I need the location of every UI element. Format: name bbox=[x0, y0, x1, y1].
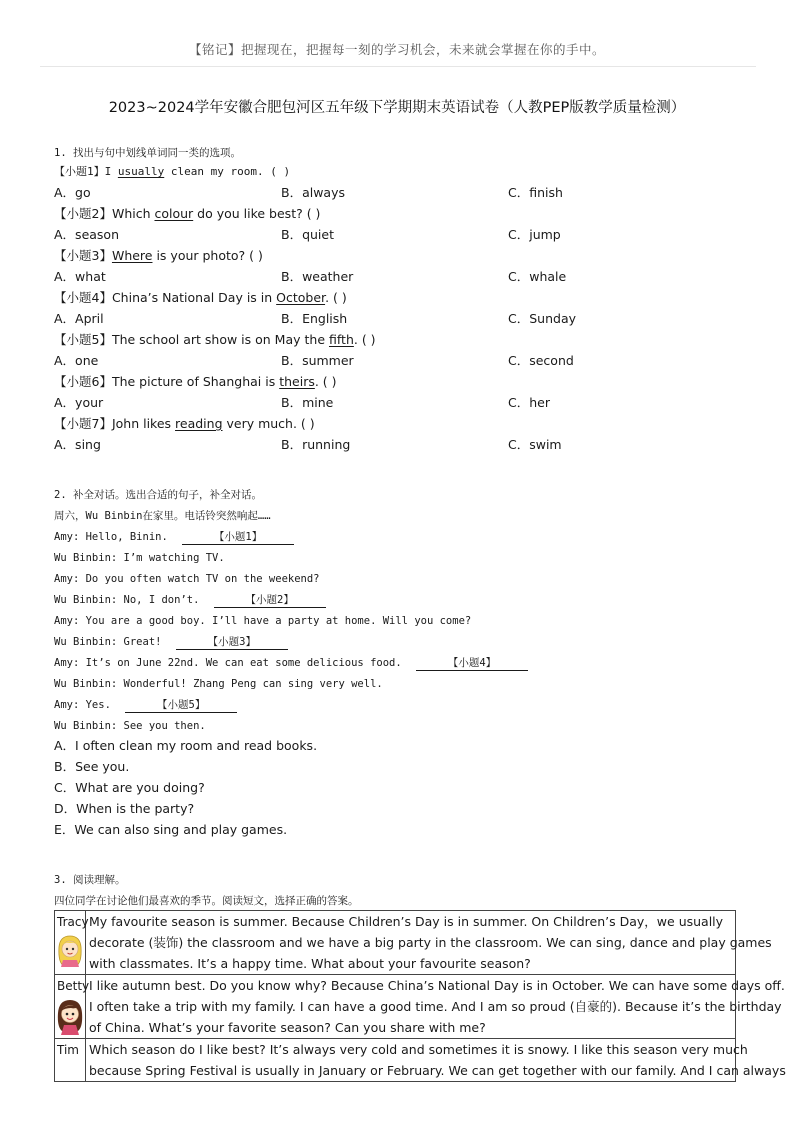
q1-option[interactable]: C．second bbox=[508, 353, 574, 368]
dialogue-text: Wu Binbin: Great! bbox=[54, 636, 168, 648]
q2-choice[interactable]: C．What are you doing? bbox=[54, 780, 205, 795]
reading-row-tim bbox=[55, 1039, 736, 1082]
q2-heading: 2. 补全对话。选出合适的句子，补全对话。 bbox=[54, 489, 262, 501]
passage-line: of China. What’s your favorite season? Can you share with me? bbox=[89, 1020, 486, 1035]
dialogue-text: Amy: It’s on June 22nd. We can eat some delicious food. bbox=[54, 657, 409, 669]
question-text: do you like best? ( ) bbox=[193, 206, 321, 221]
underlined-word: October bbox=[276, 290, 326, 305]
question-text: The picture of Shanghai is bbox=[111, 374, 280, 389]
dialogue-line bbox=[54, 613, 471, 629]
q1-option[interactable]: B．mine bbox=[281, 395, 334, 410]
page-motto: 【铭记】把握现在，把握每一刻的学习机会，未来就会掌握在你的手中。 bbox=[188, 42, 605, 57]
q1-option[interactable]: A．what bbox=[54, 269, 106, 284]
answer-blank[interactable]: 【小题4】 bbox=[416, 656, 528, 671]
passage-line: Which season do I like best? It’s always very cold and sometimes it is snowy. I like this season very much bbox=[89, 1042, 748, 1057]
underlined-word: colour bbox=[154, 206, 194, 221]
q3-intro: 四位同学在讨论他们最喜欢的季节。阅读短文，选择正确的答案。 bbox=[54, 895, 359, 907]
dialogue-text: Wu Binbin: I’m watching TV. bbox=[54, 552, 225, 564]
question-text: . ( ) bbox=[325, 290, 347, 305]
dialogue-line bbox=[54, 571, 320, 587]
q1-option[interactable]: B．always bbox=[281, 185, 346, 200]
passage-line: decorate (装饰) the classroom and we have a big party in the classroom. We can sing, dance and play games bbox=[89, 935, 772, 950]
reading-table bbox=[54, 910, 786, 1082]
answer-blank[interactable]: 【小题2】 bbox=[214, 593, 326, 608]
q2-intro: 周六，Wu Binbin在家里。电话铃突然响起…… bbox=[54, 510, 271, 522]
reading-row-tracy bbox=[55, 911, 736, 975]
speaker-name: Tracy bbox=[57, 915, 89, 929]
question-tag: 【小题7】 bbox=[54, 416, 112, 431]
question-text: I bbox=[104, 165, 118, 178]
q1-option[interactable]: A．season bbox=[54, 227, 119, 242]
question-tag: 【小题2】 bbox=[54, 206, 112, 221]
passage-cell bbox=[86, 911, 772, 975]
girl-avatar-icon bbox=[56, 933, 84, 967]
question-text: clean my room. ( ) bbox=[164, 165, 291, 178]
question-tag: 【小题1】 bbox=[54, 165, 105, 178]
q1-option[interactable]: A．April bbox=[54, 311, 104, 326]
passage-line: because Spring Festival is usually in January or February. We can get together with our family. And I can always bbox=[89, 1063, 786, 1078]
q1-question-4 bbox=[54, 290, 347, 306]
dialogue-text: Amy: You are a good boy. I’ll have a party at home. Will you come? bbox=[54, 615, 472, 627]
speaker-cell bbox=[55, 975, 90, 1039]
dialogue-text: Amy: Yes. bbox=[54, 699, 118, 711]
q1-option[interactable]: C．Sunday bbox=[508, 311, 576, 326]
question-tag: 【小题3】 bbox=[54, 248, 112, 263]
answer-blank[interactable]: 【小题1】 bbox=[182, 530, 294, 545]
q1-question-1 bbox=[54, 164, 290, 180]
q2-choice[interactable]: D．When is the party? bbox=[54, 801, 195, 816]
q3-heading: 3. 阅读理解。 bbox=[54, 874, 126, 886]
q1-heading: 1. 找出与句中划线单词同一类的选项。 bbox=[54, 147, 241, 159]
dialogue-text: Amy: Do you often watch TV on the weekend? bbox=[54, 573, 320, 585]
question-text: Which bbox=[111, 206, 155, 221]
q2-choice[interactable]: B．See you. bbox=[54, 759, 130, 774]
question-text: . ( ) bbox=[353, 332, 376, 347]
q1-option[interactable]: C．jump bbox=[508, 227, 561, 242]
answer-blank[interactable]: 【小题5】 bbox=[125, 698, 237, 713]
answer-blank[interactable]: 【小题3】 bbox=[176, 635, 288, 650]
passage-line: My favourite season is summer. Because Children’s Day is in summer. On Children’s Day，we usually bbox=[89, 914, 724, 929]
q1-option[interactable]: C．her bbox=[508, 395, 550, 410]
question-text: China’s National Day is in bbox=[111, 290, 277, 305]
dialogue-line bbox=[54, 529, 294, 545]
passage-cell bbox=[86, 1039, 786, 1082]
q1-option[interactable]: B．summer bbox=[281, 353, 354, 368]
speaker-name: Tim bbox=[57, 1043, 79, 1057]
q1-option[interactable]: A．sing bbox=[54, 437, 101, 452]
speaker-name: Betty bbox=[57, 979, 90, 993]
q1-question-3 bbox=[54, 248, 263, 264]
question-text: The school art show is on May the bbox=[111, 332, 329, 347]
question-text: John likes bbox=[111, 416, 176, 431]
underlined-word: usually bbox=[117, 165, 165, 178]
passage-line: I often take a trip with my family. I can have a good time. And I am so proud (自豪的). Because it’s the birthday bbox=[89, 999, 782, 1014]
q1-question-2 bbox=[54, 206, 320, 222]
passage-line: I like autumn best. Do you know why? Because China’s National Day is in October. We can have some days off. bbox=[89, 978, 785, 993]
passage-line: with classmates. It’s a happy time. What about your favourite season? bbox=[89, 956, 531, 971]
exam-title: 2023~2024学年安徽合肥包河区五年级下学期期末英语试卷（人教PEP版教学质量检测） bbox=[108, 100, 686, 116]
q1-question-7 bbox=[54, 416, 315, 432]
dialogue-line bbox=[54, 718, 206, 734]
q2-choice[interactable]: E．We can also sing and play games. bbox=[54, 822, 288, 837]
dialogue-line bbox=[54, 655, 528, 671]
question-tag: 【小题5】 bbox=[54, 332, 112, 347]
q1-option[interactable]: C．swim bbox=[508, 437, 562, 452]
q1-option[interactable]: B．running bbox=[281, 437, 351, 452]
underlined-word: fifth bbox=[328, 332, 354, 347]
dialogue-line bbox=[54, 697, 237, 713]
speaker-cell bbox=[55, 911, 89, 975]
dialogue-line bbox=[54, 550, 225, 566]
header-divider bbox=[40, 66, 756, 67]
question-text: . ( ) bbox=[314, 374, 337, 389]
dialogue-text: Wu Binbin: Wonderful! Zhang Peng can sing very well. bbox=[54, 678, 383, 690]
speaker-cell bbox=[55, 1039, 86, 1082]
underlined-word: reading bbox=[175, 416, 223, 431]
underlined-word: Where bbox=[111, 248, 153, 263]
q1-option[interactable]: B．quiet bbox=[281, 227, 334, 242]
question-tag: 【小题4】 bbox=[54, 290, 112, 305]
reading-row-betty bbox=[55, 975, 736, 1039]
q1-option[interactable]: A．go bbox=[54, 185, 91, 200]
question-text: very much. ( ) bbox=[222, 416, 315, 431]
question-tag: 【小题6】 bbox=[54, 374, 112, 389]
girl-avatar-icon bbox=[56, 997, 84, 1035]
q1-option[interactable]: C．whale bbox=[508, 269, 567, 284]
q1-option[interactable]: B．English bbox=[281, 311, 348, 326]
q2-choice[interactable]: A．I often clean my room and read books. bbox=[54, 738, 318, 753]
q1-option[interactable]: B．weather bbox=[281, 269, 354, 284]
dialogue-text: Wu Binbin: See you then. bbox=[54, 720, 206, 732]
dialogue-text: Wu Binbin: No, I don’t. bbox=[54, 594, 206, 606]
dialogue-line bbox=[54, 634, 288, 650]
q1-question-6 bbox=[54, 374, 337, 390]
question-text: is your photo? ( ) bbox=[152, 248, 263, 263]
dialogue-line bbox=[54, 592, 326, 608]
passage-cell bbox=[86, 975, 785, 1039]
q1-option[interactable]: A．your bbox=[54, 395, 104, 410]
underlined-word: theirs bbox=[279, 374, 315, 389]
q1-option[interactable]: A．one bbox=[54, 353, 99, 368]
dialogue-text: Amy: Hello, Binin. bbox=[54, 531, 175, 543]
q1-option[interactable]: C．finish bbox=[508, 185, 563, 200]
q1-question-5 bbox=[54, 332, 376, 348]
dialogue-line bbox=[54, 676, 383, 692]
